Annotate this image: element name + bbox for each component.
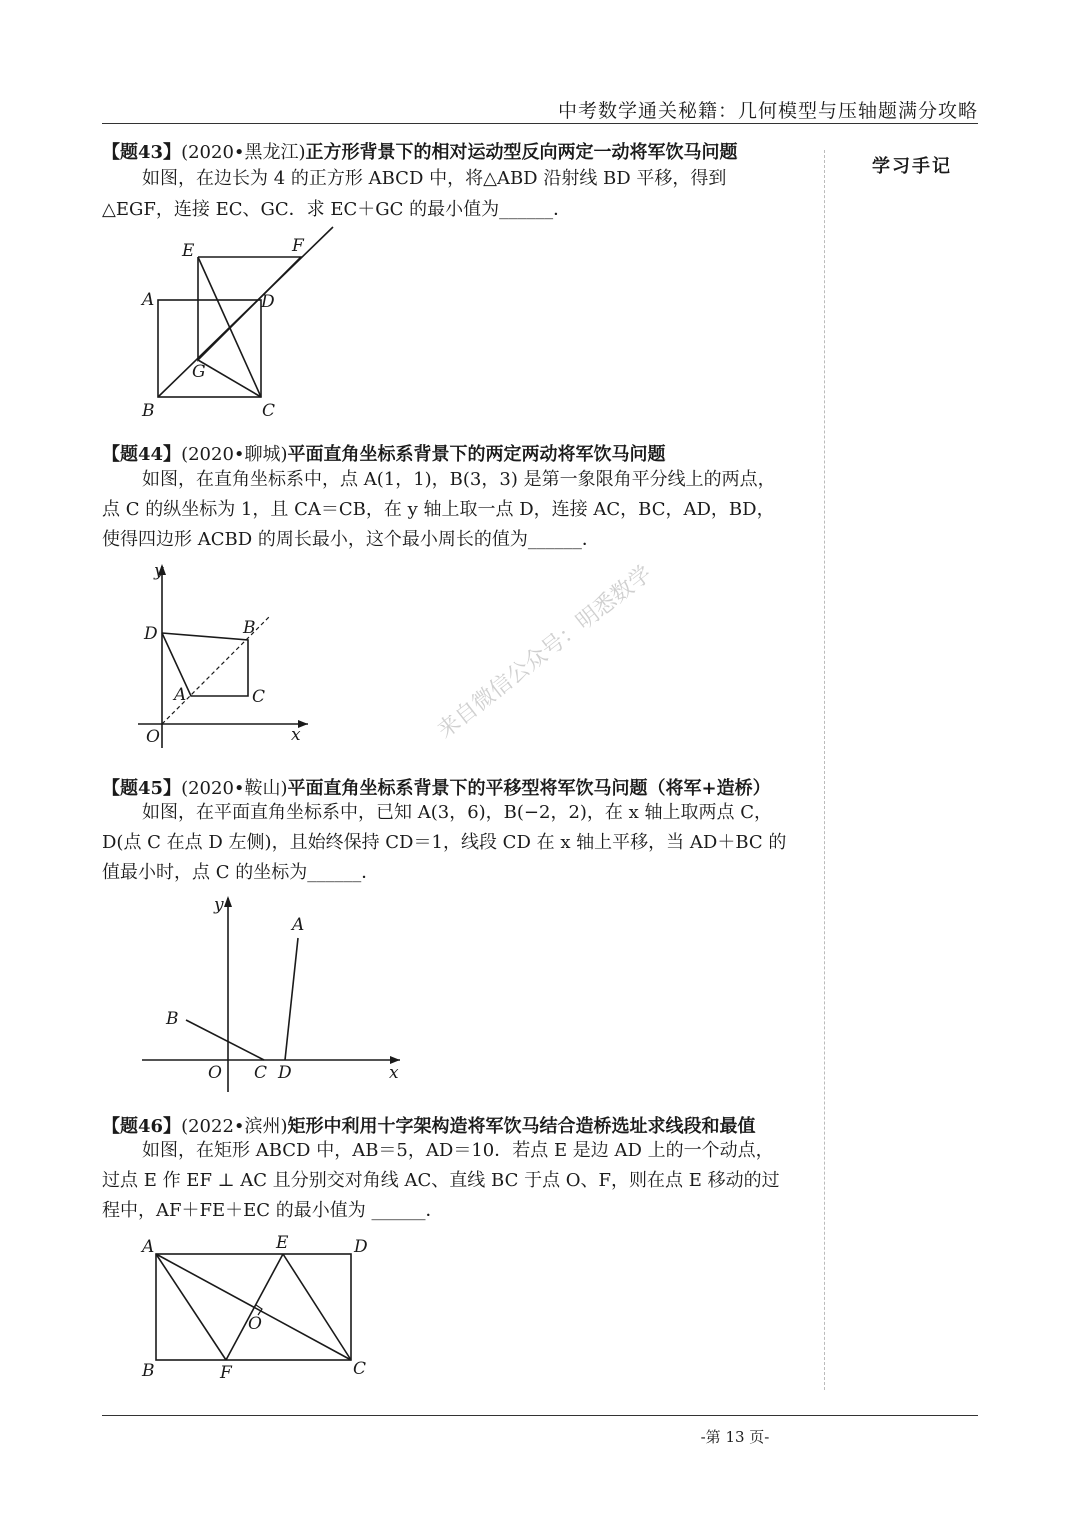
question-source: (2020•聊城) xyxy=(181,444,288,465)
label-c: C xyxy=(254,1063,268,1083)
label-b: B xyxy=(243,618,256,638)
label-c: C xyxy=(252,687,266,707)
label-g: G xyxy=(192,362,206,382)
diagonal-ac xyxy=(156,1254,351,1360)
question-number: 【题46】 xyxy=(102,1116,182,1137)
label-y: y xyxy=(214,895,224,915)
question-source: (2020•鞍山) xyxy=(181,778,288,799)
label-y: y xyxy=(154,561,164,581)
label-b: B xyxy=(142,1361,155,1381)
label-e: E xyxy=(182,241,195,261)
question-number: 【题43】 xyxy=(102,142,182,163)
label-o: O xyxy=(146,727,160,747)
question-45-line-3: 值最小时，点 C 的坐标为______． xyxy=(102,862,380,883)
page-number: -第 13 页- xyxy=(700,1428,770,1446)
question-46-heading xyxy=(102,1112,756,1138)
question-source: (2020•黑龙江) xyxy=(181,142,306,163)
question-44-line-2: 点 C 的纵坐标为 1，且 CA＝CB，在 y 轴上取一点 D，连接 AC，BC，AD，BD， xyxy=(102,499,775,520)
question-topic: 平面直角坐标系背景下的两定两动将军饮马问题 xyxy=(287,444,666,465)
y-axis-arrow xyxy=(224,896,232,907)
segment-ad xyxy=(285,938,298,1060)
header-rule xyxy=(102,123,978,124)
question-44-heading xyxy=(102,440,666,466)
label-f: F xyxy=(292,236,304,256)
question-topic: 矩形中利用十字架构造将军饮马结合造桥选址求线段和最值 xyxy=(287,1116,756,1137)
label-d: D xyxy=(278,1063,292,1083)
label-b: B xyxy=(166,1009,179,1029)
segment-af xyxy=(156,1254,226,1360)
question-topic: 平面直角坐标系背景下的平移型将军饮马问题（将军+造桥） xyxy=(287,778,771,799)
sidebar-divider xyxy=(824,150,825,1390)
label-a: A xyxy=(174,685,187,705)
question-number: 【题44】 xyxy=(102,444,182,465)
segment-ec xyxy=(198,257,261,397)
page-header-title: 中考数学通关秘籍：几何模型与压轴题满分攻略 xyxy=(557,100,978,122)
segment-gc xyxy=(198,360,261,397)
question-46-line-1: 如图，在矩形 ABCD 中，AB＝5，AD＝10．若点 E 是边 AD 上的一个动点， xyxy=(142,1140,774,1161)
label-x: x xyxy=(389,1063,399,1083)
label-e: E xyxy=(276,1233,289,1253)
label-f: F xyxy=(220,1363,232,1383)
segment-bc xyxy=(186,1020,264,1060)
label-a: A xyxy=(142,1237,155,1257)
question-43-line-2: △EGF，连接 EC、GC．求 EC＋GC 的最小值为______． xyxy=(102,199,572,220)
question-44-figure xyxy=(130,560,330,760)
question-46-line-2: 过点 E 作 EF ⊥ AC 且分别交对角线 AC、直线 BC 于点 O、F，则在点 E 移动的过 xyxy=(102,1170,780,1191)
label-o: O xyxy=(248,1314,262,1334)
question-45-line-2: D(点 C 在点 D 左侧)，且始终保持 CD＝1，线段 CD 在 x 轴上平移，当 AD＋BC 的 xyxy=(102,832,787,853)
question-45-line-1: 如图，在平面直角坐标系中，已知 A(3，6)，B(−2，2)，在 x 轴上取两点 C， xyxy=(142,802,773,823)
watermark: 来自微信公众号：明悉数学 xyxy=(433,561,657,744)
label-a: A xyxy=(142,290,155,310)
label-c: C xyxy=(353,1359,367,1379)
label-o: O xyxy=(208,1063,222,1083)
question-45-figure xyxy=(138,890,413,1090)
segment-ec xyxy=(283,1254,351,1360)
question-43-heading xyxy=(102,138,738,164)
question-topic: 正方形背景下的相对运动型反向两定一动将军饮马问题 xyxy=(305,142,738,163)
label-d: D xyxy=(354,1237,368,1257)
label-c: C xyxy=(262,401,276,421)
question-number: 【题45】 xyxy=(102,778,182,799)
question-44-line-1: 如图，在直角坐标系中，点 A(1，1)，B(3，3) 是第一象限角平分线上的两点， xyxy=(142,469,776,490)
sidebar-label: 学习手记 xyxy=(872,156,952,177)
question-44-line-3: 使得四边形 ACBD 的周长最小，这个最小周长的值为______． xyxy=(102,529,600,550)
label-x: x xyxy=(291,725,301,745)
question-43-line-1: 如图，在边长为 4 的正方形 ABCD 中，将△ABD 沿射线 BD 平移，得到 xyxy=(142,168,727,189)
footer-rule xyxy=(102,1415,978,1416)
question-43-figure xyxy=(130,225,350,425)
segment-fe xyxy=(226,1254,283,1360)
label-b: B xyxy=(142,401,155,421)
label-d: D xyxy=(261,292,275,312)
question-46-figure xyxy=(136,1228,396,1388)
question-46-line-3: 程中，AF＋FE＋EC 的最小值为 ______． xyxy=(102,1200,444,1221)
label-a: A xyxy=(292,915,305,935)
triangle-egf xyxy=(198,257,301,360)
question-45-heading xyxy=(102,774,771,800)
label-d: D xyxy=(144,624,158,644)
question-source: (2022•滨州) xyxy=(181,1116,288,1137)
